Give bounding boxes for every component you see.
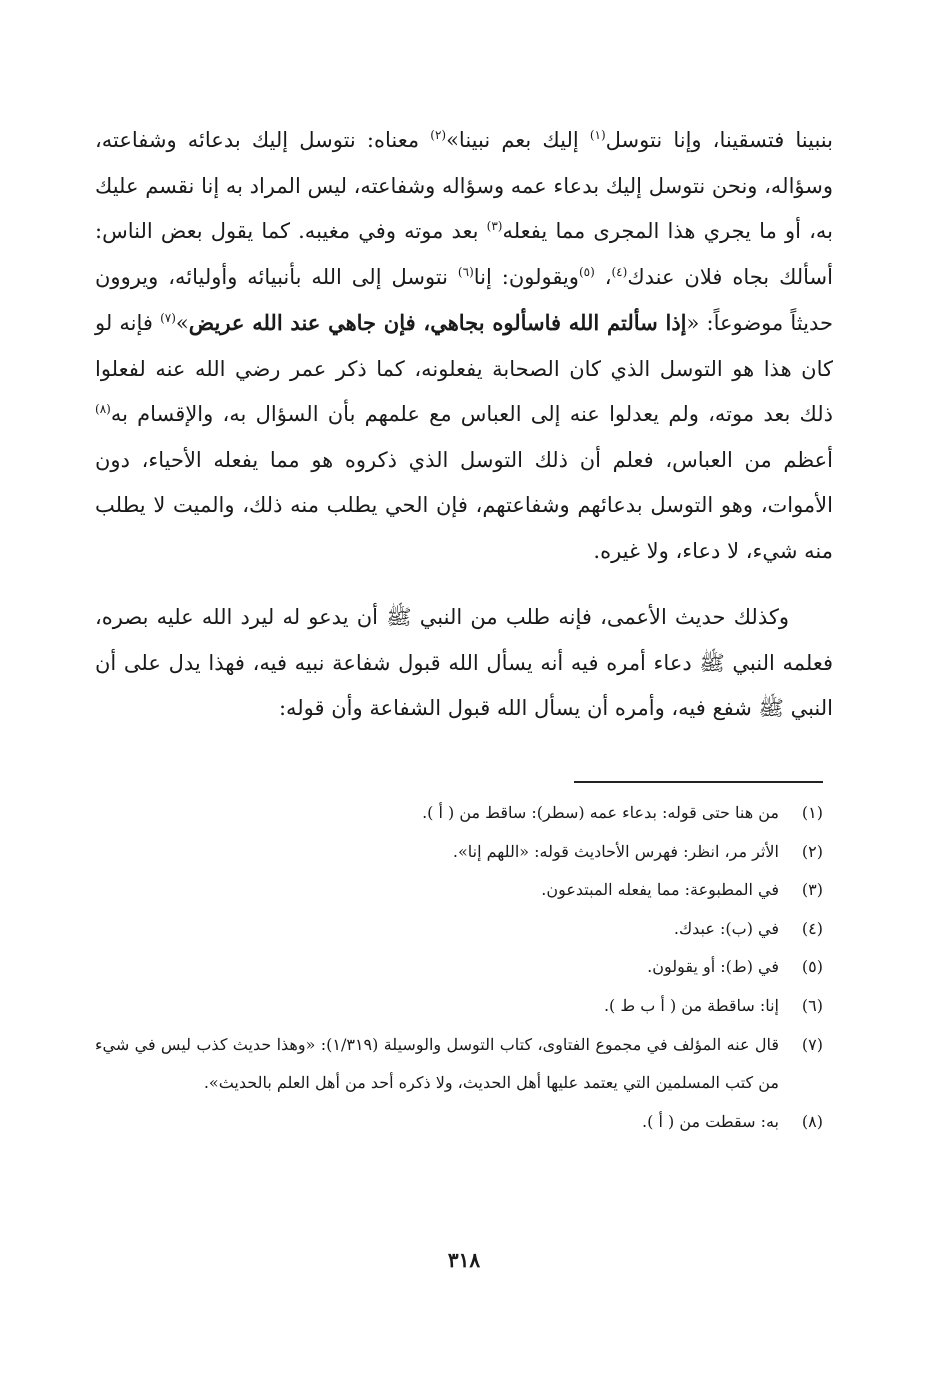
footnote-4 [95, 910, 823, 949]
footnote-ref-8: (٨) [95, 402, 111, 416]
footnote-text: في (ط): أو يقولون. [647, 957, 779, 977]
footnote-7 [95, 1026, 823, 1103]
footnotes-list [95, 794, 823, 1141]
main-paragraph-1 [95, 118, 833, 574]
footnote-ref-2: (٢) [430, 128, 447, 142]
footnote-text: به: سقطت من ( أ ). [642, 1111, 779, 1131]
footnote-number: (٦) [801, 995, 823, 1015]
footnote-number: (٣) [801, 880, 823, 900]
footnote-text: في (ب): عبدك. [673, 918, 779, 938]
footnote-2 [95, 833, 823, 872]
footnote-text: من هنا حتى قوله: بدعاء عمه (سطر): ساقط من ( أ ). [422, 803, 779, 822]
footnote-text: إنا: ساقطة من ( أ ب ط ). [603, 995, 779, 1015]
footnote-ref-7: (٧) [160, 311, 176, 325]
page-content [95, 118, 833, 1348]
footnote-number: (٢) [801, 841, 823, 861]
text-segment: معناه: نتوسل إليك بدعائه وشفاعته، وسؤاله، ونحن نتوسل إليك بدعاء عمه وسؤاله وشفاعته، ليس المراد به إنا نقسم عليك به، أو ما يجري هذا المجرى مما يفعله [95, 128, 833, 243]
footnote-number: (٧) [801, 1034, 823, 1054]
footnote-number: (١) [801, 803, 823, 822]
text-segment: بنبينا فتسقينا، وإنا نتوسل [605, 128, 833, 152]
footnote-8 [95, 1103, 823, 1142]
footnote-5 [95, 948, 823, 987]
footnote-number: (٤) [801, 918, 823, 938]
footnote-1 [95, 794, 823, 833]
footnote-number: (٨) [801, 1111, 823, 1131]
footnote-ref-1: (١) [589, 128, 606, 142]
text-segment: ، [594, 264, 612, 289]
footnote-text: الأثر مر، انظر: فهرس الأحاديث قوله: «اللهم إنا». [452, 841, 779, 861]
text-segment: بعد موته وفي مغيبه. كما يقول بعض الناس: أسألك بجاه فلان عندك [95, 219, 833, 289]
text-segment: ويقولون: إنا [473, 264, 579, 289]
footnote-ref-5: (٥) [578, 264, 595, 279]
text-segment: أعظم من العباس، فعلم أن ذلك التوسل الذي ذكروه هو مما يفعله الأحياء، دون الأموات، وهو التوسل بدعائهم وشفاعتهم، فإن الحي يطلب منه ذلك، والميت لا يطلب منه شيء، لا دعاء، ولا غيره. [95, 447, 833, 563]
footnote-ref-3: (٣) [486, 219, 503, 233]
footnote-ref-4: (٤) [611, 264, 628, 279]
footnote-3 [95, 871, 823, 910]
text-segment: » [175, 311, 189, 335]
text-segment: فإنه لو كان هذا هو التوسل الذي كان الصحابة يفعلونه، كما ذكر عمر رضي الله عنه لفعلوا ذلك بعد موته، ولم يعدلوا عنه إلى العباس مع علمهم بأن السؤال به، والإقسام به [95, 311, 833, 426]
text-segment: إليك بعم نبينا» [446, 128, 590, 152]
footnote-number: (٥) [801, 957, 823, 977]
page-number: ٣١٨ [447, 1248, 481, 1272]
footnote-text: قال عنه المؤلف في مجموع الفتاوى، كتاب التوسل والوسيلة (١/٣١٩): «وهذا حديث كذب ليس في شيء من كتب المسلمين التي يعتمد عليها أهل الحديث، ولا ذكره أحد من أهل العلم بالحديث». [95, 1034, 780, 1093]
hadith-quote: إذا سألتم الله فاسألوه بجاهي، فإن جاهي عند الله عريض [188, 310, 687, 335]
main-paragraph-2: وكذلك حديث الأعمى، فإنه طلب من النبي ﷺ أن يدعو له ليرد الله عليه بصره، فعلمه النبي ﷺ دعاء أمره فيه أنه يسأل الله قبول شفاعة نبيه فيه، فهذا يدل على أن النبي ﷺ شفع فيه، وأمره أن يسأل الله قبول الشفاعة وأن قوله: [95, 605, 833, 720]
footnote-6 [95, 987, 823, 1026]
footnote-ref-6: (٦) [457, 264, 474, 279]
footnote-divider [574, 781, 823, 783]
text-segment: نتوسل إلى الله بأنبيائه وأوليائه، ويروون حديثاً موضوعاً: « [95, 264, 833, 335]
footnote-text: في المطبوعة: مما يفعله المبتدعون. [541, 880, 779, 900]
